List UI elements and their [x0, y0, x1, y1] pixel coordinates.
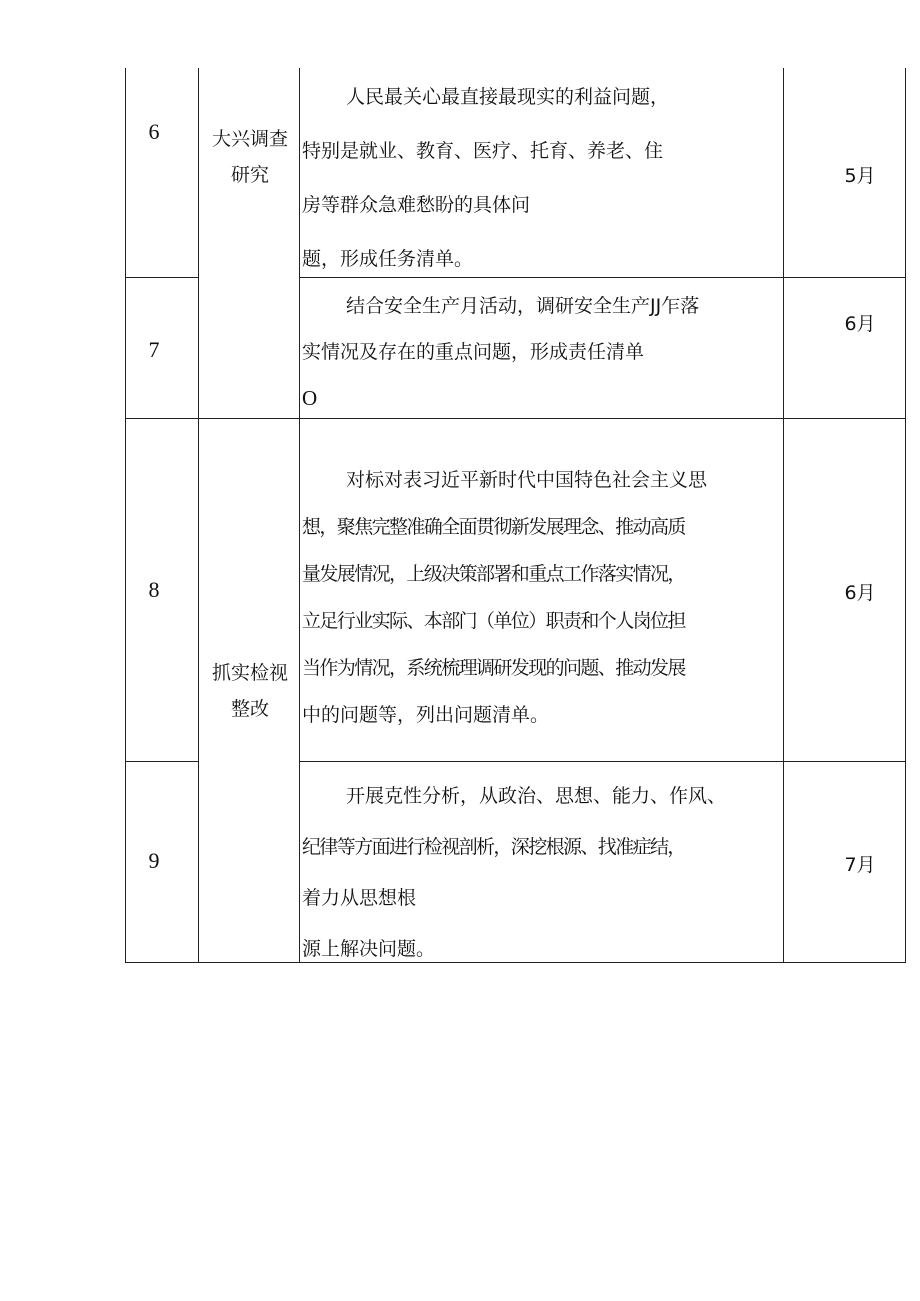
- task-line: 人民最关心最直接最现实的利益问题，: [346, 86, 670, 108]
- task-line: 结合安全生产月活动，调研安全生产JJ乍落: [346, 295, 700, 317]
- task-line: 实情况及存在的重点问题，形成责任清单: [302, 341, 645, 363]
- task-line: 想，聚焦完整准确全面贯彻新发展理念、推动高质: [302, 516, 685, 538]
- task-content: [302, 771, 780, 975]
- task-line: 开展克性分析，从政治、思想、能力、作风、: [346, 785, 727, 807]
- task-line: 着力从思想根: [302, 887, 417, 909]
- task-content: [302, 457, 780, 739]
- task-line: 纪律等方面进行检视剖析，深挖根源、找准症结，: [302, 836, 685, 858]
- row-number: 6: [148, 119, 160, 144]
- task-line: 中的问题等，列出问题清单。: [302, 704, 550, 726]
- month-cell: 5月: [844, 165, 876, 187]
- row-divider: [125, 277, 199, 278]
- row-divider: [299, 761, 906, 762]
- month-cell: 6月: [844, 313, 876, 335]
- table-divider-col3: [783, 68, 784, 963]
- task-line: 当作为情况，系统梳理调研发现的问题、推动发展: [302, 657, 685, 679]
- task-content: [302, 70, 780, 286]
- category-cell: [202, 655, 298, 727]
- task-line: O: [302, 386, 318, 410]
- month-cell: 6月: [844, 582, 876, 604]
- category-label: 抓实检视: [211, 662, 288, 684]
- task-line: 特别是就业、教育、医疗、托育、养老、住: [302, 140, 664, 162]
- month-cell: 7月: [844, 854, 876, 876]
- table-divider-col1: [198, 68, 199, 963]
- task-line: 立足行业实际、本部门（单位）职责和个人岗位担: [302, 610, 685, 632]
- category-label: 大兴调查: [211, 128, 288, 150]
- row-number: 9: [148, 848, 160, 873]
- category-cell: [202, 121, 298, 193]
- task-line: 源上解决问题。: [302, 938, 436, 960]
- table-divider-col2: [299, 68, 300, 963]
- row-divider: [125, 761, 199, 762]
- table-border-right: [905, 68, 906, 963]
- table-border-left: [125, 68, 126, 963]
- task-content: [302, 283, 780, 421]
- category-label: 整改: [230, 698, 269, 720]
- task-line: 量发展情况，上级决策部署和重点工作落实情况，: [302, 563, 685, 585]
- task-line: 对标对表习近平新时代中国特色社会主义思: [346, 469, 708, 491]
- task-line: 题，形成任务清单。: [302, 248, 474, 270]
- row-number: 8: [148, 577, 160, 602]
- task-line: 房等群众急难愁盼的具体问: [302, 194, 531, 216]
- category-label: 研究: [230, 164, 269, 186]
- row-number: 7: [148, 337, 160, 362]
